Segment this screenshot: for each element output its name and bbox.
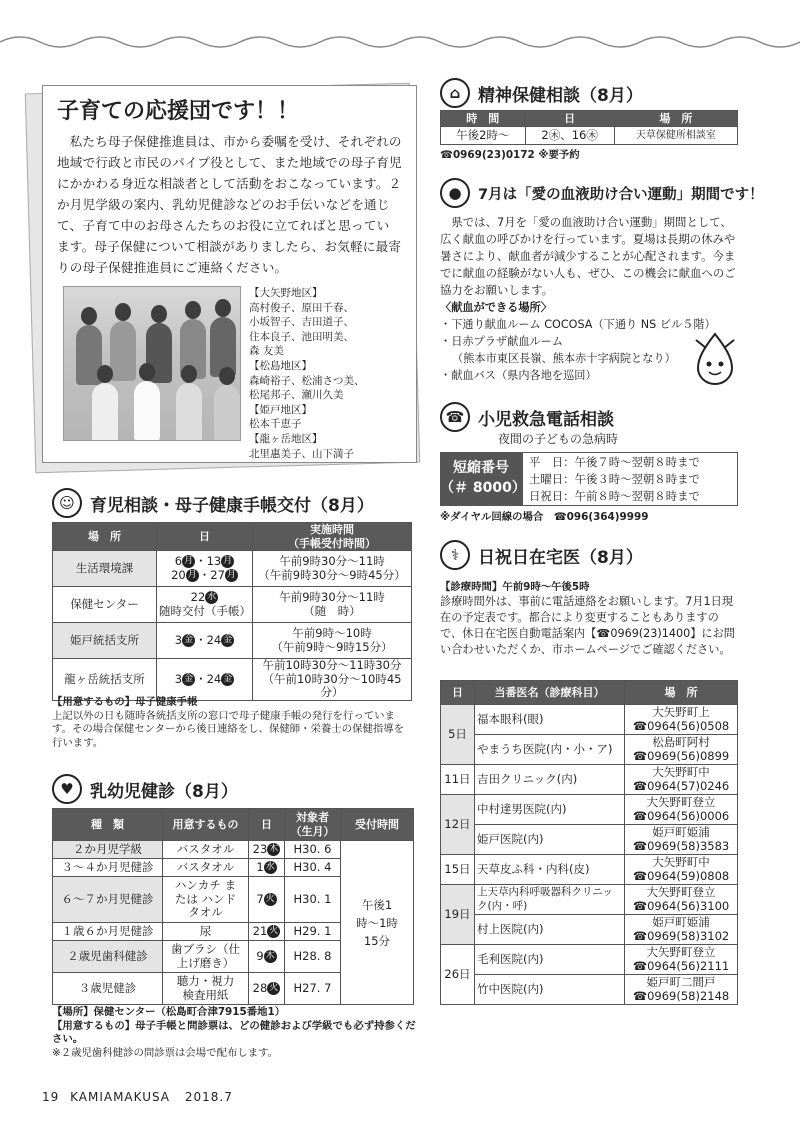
item-text: ハンカチ または ハンドタオル [174,878,237,920]
table-cell [163,941,249,973]
table-cell [157,659,253,701]
tel-text: ☎0964(56)2111 [632,958,730,973]
zaitaku-th-doctor: 当番医名（診療科目） [475,681,625,705]
day-num: 21 [252,923,268,938]
kyukyu-time-line: 平 日：午後７時～翌朝８時まで [529,455,700,469]
blood-place-item: ・日赤プラザ献血ルーム [440,335,564,348]
time-line: 午前10時30分～11時30分 [262,658,402,672]
kenshin-note-place: 【場所】保健センター（松島町合津7915番地1） [52,1006,286,1018]
zaitaku-body: 診療時間外は、事前に電話連絡をお願いします。7月1日現在の予定表です。都合により変更することもありますので、休日在宅医自動電話案内【☎0969(23)1400】にお問い合わせいただくか、市ホームページでご確認ください。 [440,595,735,656]
names-line: 森崎裕子、松浦さつ美、 [249,374,365,387]
table-cell [249,923,285,941]
ikuji-th-place: 場 所 [53,523,157,551]
time-line: 午前9時30分～11時 [279,554,385,568]
table-cell: 生活環境課 [53,551,157,587]
table-cell [249,877,285,923]
names-line: 住本良子、池田明美、 [249,330,354,343]
ikuji-th-day: 日 [157,523,253,551]
dow-badge: 月 [226,569,236,580]
kenshin-th-item: 用意するもの [163,809,249,841]
doctor-name: 村上医院(内) [475,915,625,945]
names-line: 【姫戸地区】 [249,403,312,416]
kenshin-table [52,808,414,1005]
kyukyu-time-line: 日祝日：午前８時～翌朝８時まで [529,489,700,503]
doctor-name: やまうち医院(内・小・ア) [475,735,625,765]
table-cell: ６～７か月児健診 [53,877,163,923]
table-cell: H28. 8 [285,941,341,973]
names-line: 松本千恵子 [249,418,302,431]
table-cell [249,941,285,973]
seishin-th-place: 場 所 [614,111,737,127]
table-cell: H29. 1 [285,923,341,941]
kenshin-th-day: 日 [249,809,285,841]
kenshin-note-dental: ※２歳児歯科健診の問診票は会場で配布します。 [52,1046,279,1059]
time-line: 午前9時～10時 [292,626,372,640]
reception-cell [341,841,414,1005]
names-line: 小坂智子、吉田道子、 [249,316,354,329]
time-line: （随 時） [303,603,361,618]
dow-badge: 金 [223,673,233,684]
doctor-place [625,825,738,855]
doctor-place [625,975,738,1005]
day-num: 1 [256,859,264,874]
shortcut-number-box [440,452,526,506]
kyukyu-heading [440,402,614,432]
th-line: 実施時間 [310,523,354,536]
names-line: 松尾邦子、瀬川久美 [249,389,344,402]
duty-day: 11日 [441,765,475,795]
time-line: （午前10時30分～10時45分） [262,671,402,699]
item-text: 聴力・視力検査用紙 [176,974,235,1002]
time-line: （午前9時～9時15分） [271,639,393,654]
duty-day: 15日 [441,855,475,885]
day-num: 28 [252,980,268,995]
day-note: 随時交付（手帳） [159,603,251,618]
volunteer-names [249,286,365,461]
table-cell: バスタオル [163,841,249,859]
kyukyu-note: ※ダイヤル回線の場合 ☎096(364)9999 [440,511,649,523]
house-icon: ⌂ [440,78,470,108]
dow-badge: 水 [207,592,217,602]
tel-text: ☎0964(56)3100 [632,898,730,913]
seishin-phone: ☎0969(23)0172 ※要予約 [440,149,580,161]
seishin-th-time: 時 間 [441,111,526,127]
kenshin-heading [52,774,238,804]
baby-icon: ☺ [52,488,82,518]
table-cell [253,587,412,623]
kyukyu-subtitle: 夜間の子どもの急病時 [498,432,619,446]
tel-text: ☎0969(56)0899 [632,748,730,763]
table-cell: 龍ヶ岳統括支所 [53,659,157,701]
blood-place-item: ・下通り献血ルーム COCOSA（下通り NS ビル５階） [440,318,716,331]
table-cell: バスタオル [163,859,249,877]
kyukyu-title: 小児救急電話相談 [478,409,614,430]
table-cell: ３～４か月児健診 [53,859,163,877]
table-cell [253,623,412,659]
doctor-name: 天草皮ふ科・内科(皮) [475,855,625,885]
day-num: 3 [174,671,183,686]
place-text: 大矢野町登立 [646,885,716,899]
table-cell: ２か月児学級 [53,841,163,859]
seishin-time: 午後2時～ [441,127,526,145]
place-text: 松島町阿村 [652,735,710,749]
kenshin-note-items: 【用意するもの】母子手帳と問診票は、どの健診および学級でも必ず持参ください。 [52,1019,416,1046]
blood-mascot-icon [690,330,740,386]
dow-badge: 火 [269,982,279,993]
doctor-name: 吉田クリニック(内) [475,765,625,795]
blood-place-item: （熊本市東区長嶺、熊本赤十字病院となり） [452,352,676,365]
dow-badge: 火 [265,893,275,904]
dow-badge: 火 [269,925,279,936]
blood-title: 7月は「愛の血液助け合い運動」期間です！ [478,186,764,203]
names-line: 北里惠美子、山下満子 [249,447,354,460]
dow-badge: 月 [187,569,197,580]
item-text: 歯ブラシ（仕上げ磨き） [171,942,240,970]
table-cell [163,973,249,1005]
place-text: 姫戸町二間戸 [646,975,716,989]
day-num: 20 [171,567,186,582]
day-num: ・24 [195,671,222,686]
table-cell [157,551,253,587]
zaitaku-table [440,680,738,1005]
ikuji-note [52,696,414,750]
seishin-place: 天草保健所相談室 [614,127,737,145]
table-cell [253,659,412,701]
header-wave-decoration [0,0,800,60]
doctor-place [625,885,738,915]
table-cell: ２歳児歯科健診 [53,941,163,973]
support-card [42,85,417,463]
ikuji-title: 育児相談・母子健康手帳交付（8月） [90,495,374,516]
kenshin-th-type: 種 類 [53,809,163,841]
ikuji-th-time [253,523,412,551]
table-cell: １歳６か月児健診 [53,923,163,941]
blood-places [440,299,716,384]
doctor-place [625,705,738,735]
place-text: 大矢野町登立 [646,945,716,959]
shortcut-number: （＃ 8000） [440,480,526,496]
day-num: 3 [174,632,183,647]
seishin-heading [440,78,643,108]
ikuji-note-body: 上記以外の日も随時各統括支所の窓口で母子健康手帳の発行を行っています。その場合保健センターから後日連絡をし、保健師・栄養士の保健指導を行います。 [52,709,405,749]
doctor-place [625,945,738,975]
table-cell [249,841,285,859]
duty-day: 5日 [441,705,475,765]
day-num: 23 [252,841,268,856]
place-text: 姫戸町姫浦 [652,825,710,839]
doctor-name: 上天草内科呼吸器科クリニック(内・呼) [475,885,625,915]
doctor-place [625,855,738,885]
issue-date: 2018.7 [184,1090,233,1104]
duty-day: 12日 [441,795,475,855]
table-cell: 尿 [163,923,249,941]
kyukyu-times [522,452,738,506]
shortcut-label: 短縮番号 [453,460,509,476]
dow-badge: 木 [265,950,275,961]
ikuji-note-title: 【用意するもの】母子健康手帳 [52,696,198,708]
seishin-th-day: 日 [525,111,614,127]
place-text: 大矢野町上 [652,705,710,719]
duty-day: 26日 [441,945,475,1005]
reception-text: 午後1時〜1時15分 [356,897,398,948]
doctor-name: 竹中医院(内) [475,975,625,1005]
kenshin-th-reception: 受付時間 [341,809,414,841]
zaitaku-heading [440,540,643,570]
names-line: 【松島地区】 [249,359,312,372]
dow-badge: 水 [265,861,275,872]
page-footer [42,1090,233,1104]
support-body: 私たち母子保健推進員は、市から委嘱を受け、それぞれの地域で行政と市民のパイプ役として、また地域での母子育児にかかわる身近な相談者として活動をおこなっています。２か月児学級の案内、乳幼児健診などのお手伝いなどを通じて、子育て中のお母さんたちのお役に立てればと思っています。母子保健について相談がありましたら、お気軽に最寄りの母子保健推進員にご連絡ください。 [57,134,402,275]
table-cell: ３歳児健診 [53,973,163,1005]
tel-text: ☎0969(58)3102 [632,928,730,943]
day-num: 9 [256,948,264,963]
kenshin-notes [52,1006,422,1060]
zaitaku-th-place: 場 所 [625,681,738,705]
doctor-name: 毛利医院(内) [475,945,625,975]
names-line: 森 友美 [249,345,284,358]
blood-place-item: ・献血バス（県内各地を巡回） [440,369,597,382]
table-cell: H30. 4 [285,859,341,877]
ikuji-heading [52,488,374,518]
ikuji-table [52,522,412,701]
kenshin-th-target: 対象者（生月） [285,809,341,841]
phone-icon: ☎ [440,402,470,432]
table-cell [249,859,285,877]
place-text: 姫戸町姫浦 [652,915,710,929]
day-num: ・13 [195,554,222,568]
dow-badge: 金 [223,634,233,645]
tel-text: ☎0964(56)0006 [632,808,730,823]
time-line: 午前9時30分～11時 [279,590,385,604]
dow-badge: 金 [184,673,194,684]
time-line: （午前9時30分～9時45分） [258,567,406,582]
tel-text: ☎0964(59)0808 [632,868,730,883]
doctor-icon: ⚕ [440,540,470,570]
place-text: 大矢野町中 [652,855,710,869]
zaitaku-hours: 【診療時間】午前9時～午後5時 [440,581,590,593]
seishin-title: 精神保健相談（8月） [478,85,643,106]
doctor-name: 福本眼科(眼) [475,705,625,735]
tel-text: ☎0969(58)2148 [632,988,730,1003]
seishin-table [440,110,738,145]
table-cell [253,551,412,587]
table-cell: 保健センター [53,587,157,623]
table-cell: 姫戸統括支所 [53,623,157,659]
day-num: ・24 [195,632,222,647]
dow-badge: 月 [184,556,194,566]
dow-badge: 月 [223,556,233,566]
tel-text: ☎0969(58)3583 [632,838,730,853]
table-cell [249,973,285,1005]
kyukyu-time-line: 土曜日：午後３時～翌朝８時まで [529,472,700,486]
tel-text: ☎0964(56)0508 [632,718,730,733]
names-line: 【龍ヶ岳地区】 [249,432,323,445]
table-cell [157,623,253,659]
kenshin-title: 乳幼児健診（8月） [90,781,238,802]
blood-body: 県では、7月を「愛の血液助け合い運動」期間として、広く献血の呼びかけを行っています。夏場は長期の休みや暑さにより、献血者が減少することが心配されます。今までに献血の経験がない人も、ぜひ、この機会に献血へのご協力をお願いします。 [440,215,736,297]
zaitaku-title: 日祝日在宅医（8月） [478,547,643,568]
table-cell [163,877,249,923]
blood-where-title: 〈献血ができる場所〉 [440,301,552,314]
magazine-name: KAMIAMAKUSA [70,1090,171,1104]
day-num: ・27 [198,567,225,582]
doctor-place [625,795,738,825]
duty-day: 19日 [441,885,475,945]
table-cell: H30. 1 [285,877,341,923]
doctor-name: 姫戸医院(内) [475,825,625,855]
table-cell: H30. 6 [285,841,341,859]
table-cell [157,587,253,623]
doctor-name: 中村達男医院(内) [475,795,625,825]
table-cell: H27. 7 [285,973,341,1005]
seishin-days: 2㊍、16㊍ [525,127,614,145]
blood-drop-icon: ● [440,178,470,208]
zaitaku-th-day: 日 [441,681,475,705]
blood-heading [440,178,764,208]
names-line: 高村俊子、原田千春、 [249,301,354,314]
dow-badge: 金 [184,634,194,645]
page-number: 19 [42,1090,60,1104]
support-title: 子育ての応援団です！！ [57,99,300,124]
place-text: 大矢野町中 [652,765,710,779]
day-num: 7 [256,891,264,906]
doctor-place [625,915,738,945]
day-num: 6 [174,554,183,568]
dow-badge: 木 [269,843,279,854]
doctor-place [625,735,738,765]
th-line: （手帳受付時間） [288,536,376,550]
day-num: 22 [190,590,206,604]
doctor-place [625,765,738,795]
place-text: 大矢野町登立 [646,795,716,809]
volunteers-photo [63,286,241,441]
tel-text: ☎0964(57)0246 [632,778,730,793]
baby-face-icon: ♥ [52,774,82,804]
names-line: 【大矢野地区】 [249,287,323,299]
